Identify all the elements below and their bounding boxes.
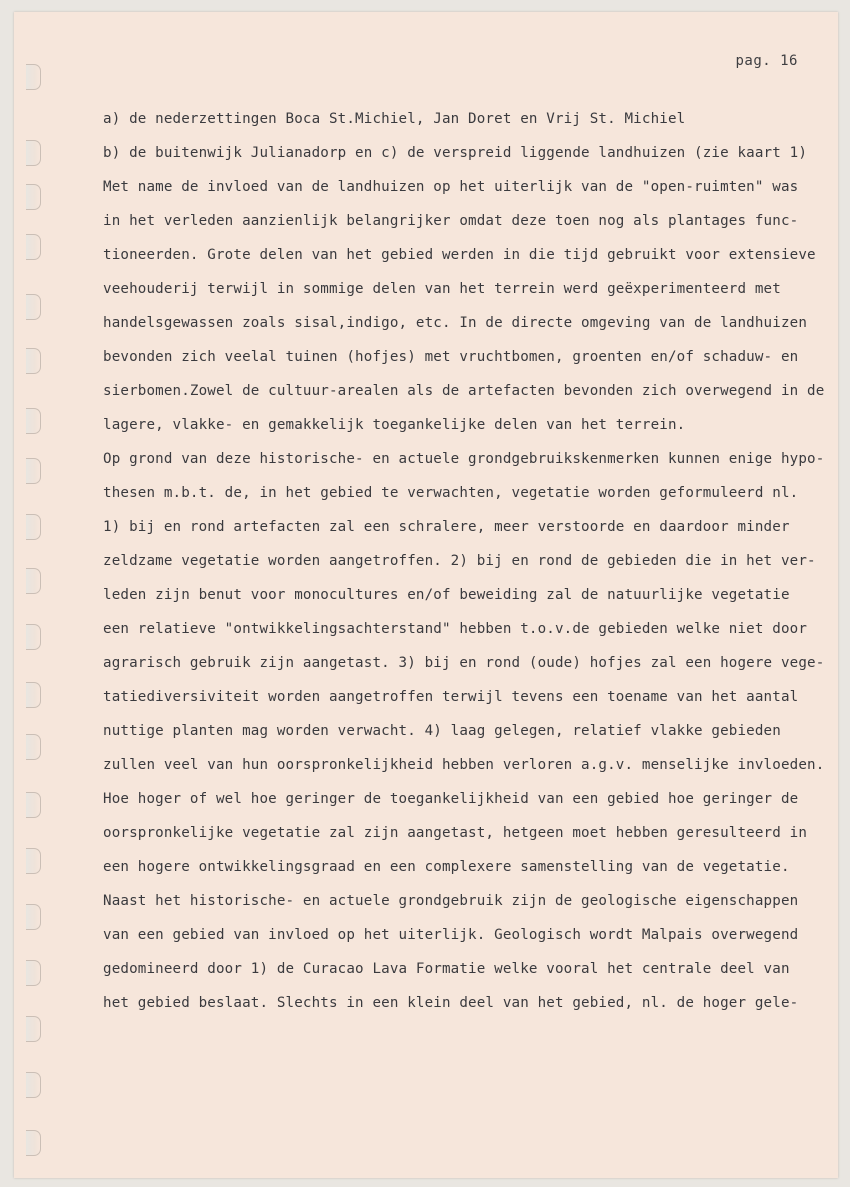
binding-hole — [26, 140, 41, 166]
text-line: veehouderij terwijl in sommige delen van het terrein werd geëxperimenteerd met — [103, 281, 781, 297]
text-line: handelsgewassen zoals sisal,indigo, etc. In de directe omgeving van de landhuizen — [103, 315, 808, 331]
text-line: het gebied beslaat. Slechts in een klein deel van het gebied, nl. de hoger gele- — [103, 995, 799, 1011]
binding-hole — [26, 960, 41, 986]
binding-hole — [26, 408, 41, 434]
text-line: leden zijn benut voor monocultures en/of beweiding zal de natuurlijke vegetatie — [103, 587, 790, 603]
binding-hole — [26, 848, 41, 874]
text-line: bevonden zich veelal tuinen (hofjes) met vruchtbomen, groenten en/of schaduw- en — [103, 349, 799, 365]
text-line: oorspronkelijke vegetatie zal zijn aangetast, hetgeen moet hebben geresulteerd in — [103, 825, 808, 841]
text-line: zeldzame vegetatie worden aangetroffen. 2) bij en rond de gebieden die in het ver- — [103, 553, 816, 569]
binding-hole — [26, 1072, 41, 1098]
text-line: tatiediversiviteit worden aangetroffen terwijl tevens een toename van het aantal — [103, 689, 799, 705]
text-line: van een gebied van invloed op het uiterlijk. Geologisch wordt Malpais overwegend — [103, 927, 799, 943]
binding-hole — [26, 514, 41, 540]
text-line: Naast het historische- en actuele grondgebruik zijn de geologische eigenschappen — [103, 893, 799, 909]
page-number: pag. 16 — [735, 53, 798, 69]
text-line: Met name de invloed van de landhuizen op het uiterlijk van de "open-ruimten" was — [103, 179, 799, 195]
text-line: a) de nederzettingen Boca St.Michiel, Jan Doret en Vrij St. Michiel — [103, 111, 686, 127]
text-line: zullen veel van hun oorspronkelijkheid hebben verloren a.g.v. menselijke invloeden. — [103, 757, 825, 773]
text-line: een relatieve "ontwikkelingsachterstand" hebben t.o.v.de gebieden welke niet door — [103, 621, 808, 637]
binding-hole — [26, 624, 41, 650]
text-line: in het verleden aanzienlijk belangrijker omdat deze toen nog als plantages func- — [103, 213, 799, 229]
binding-hole — [26, 1130, 41, 1156]
text-line: een hogere ontwikkelingsgraad en een complexere samenstelling van de vegetatie. — [103, 859, 790, 875]
binding-hole — [26, 792, 41, 818]
body-text — [103, 102, 823, 1020]
text-line: b) de buitenwijk Julianadorp en c) de verspreid liggende landhuizen (zie kaart 1) — [103, 145, 808, 161]
text-line: lagere, vlakke- en gemakkelijk toegankelijke delen van het terrein. — [103, 417, 686, 433]
binding-hole — [26, 904, 41, 930]
binding-hole — [26, 184, 41, 210]
binding-hole — [26, 294, 41, 320]
binding-hole — [26, 1016, 41, 1042]
binding-hole — [26, 568, 41, 594]
text-line: thesen m.b.t. de, in het gebied te verwachten, vegetatie worden geformuleerd nl. — [103, 485, 799, 501]
text-line: tioneerden. Grote delen van het gebied werden in die tijd gebruikt voor extensieve — [103, 247, 816, 263]
binding-hole — [26, 734, 41, 760]
binding-hole — [26, 234, 41, 260]
binding-hole — [26, 64, 41, 90]
binding-hole — [26, 458, 41, 484]
text-line: Hoe hoger of wel hoe geringer de toegankelijkheid van een gebied hoe geringer de — [103, 791, 799, 807]
text-line: gedomineerd door 1) de Curacao Lava Formatie welke vooral het centrale deel van — [103, 961, 790, 977]
text-line: sierbomen.Zowel de cultuur-arealen als de artefacten bevonden zich overwegend in de — [103, 383, 825, 399]
text-line: nuttige planten mag worden verwacht. 4) laag gelegen, relatief vlakke gebieden — [103, 723, 781, 739]
binding-hole — [26, 348, 41, 374]
text-line: agrarisch gebruik zijn aangetast. 3) bij en rond (oude) hofjes zal een hogere vege- — [103, 655, 825, 671]
text-line: 1) bij en rond artefacten zal een schralere, meer verstoorde en daardoor minder — [103, 519, 790, 535]
text-line: Op grond van deze historische- en actuele grondgebruikskenmerken kunnen enige hypo- — [103, 451, 825, 467]
binding-hole — [26, 682, 41, 708]
